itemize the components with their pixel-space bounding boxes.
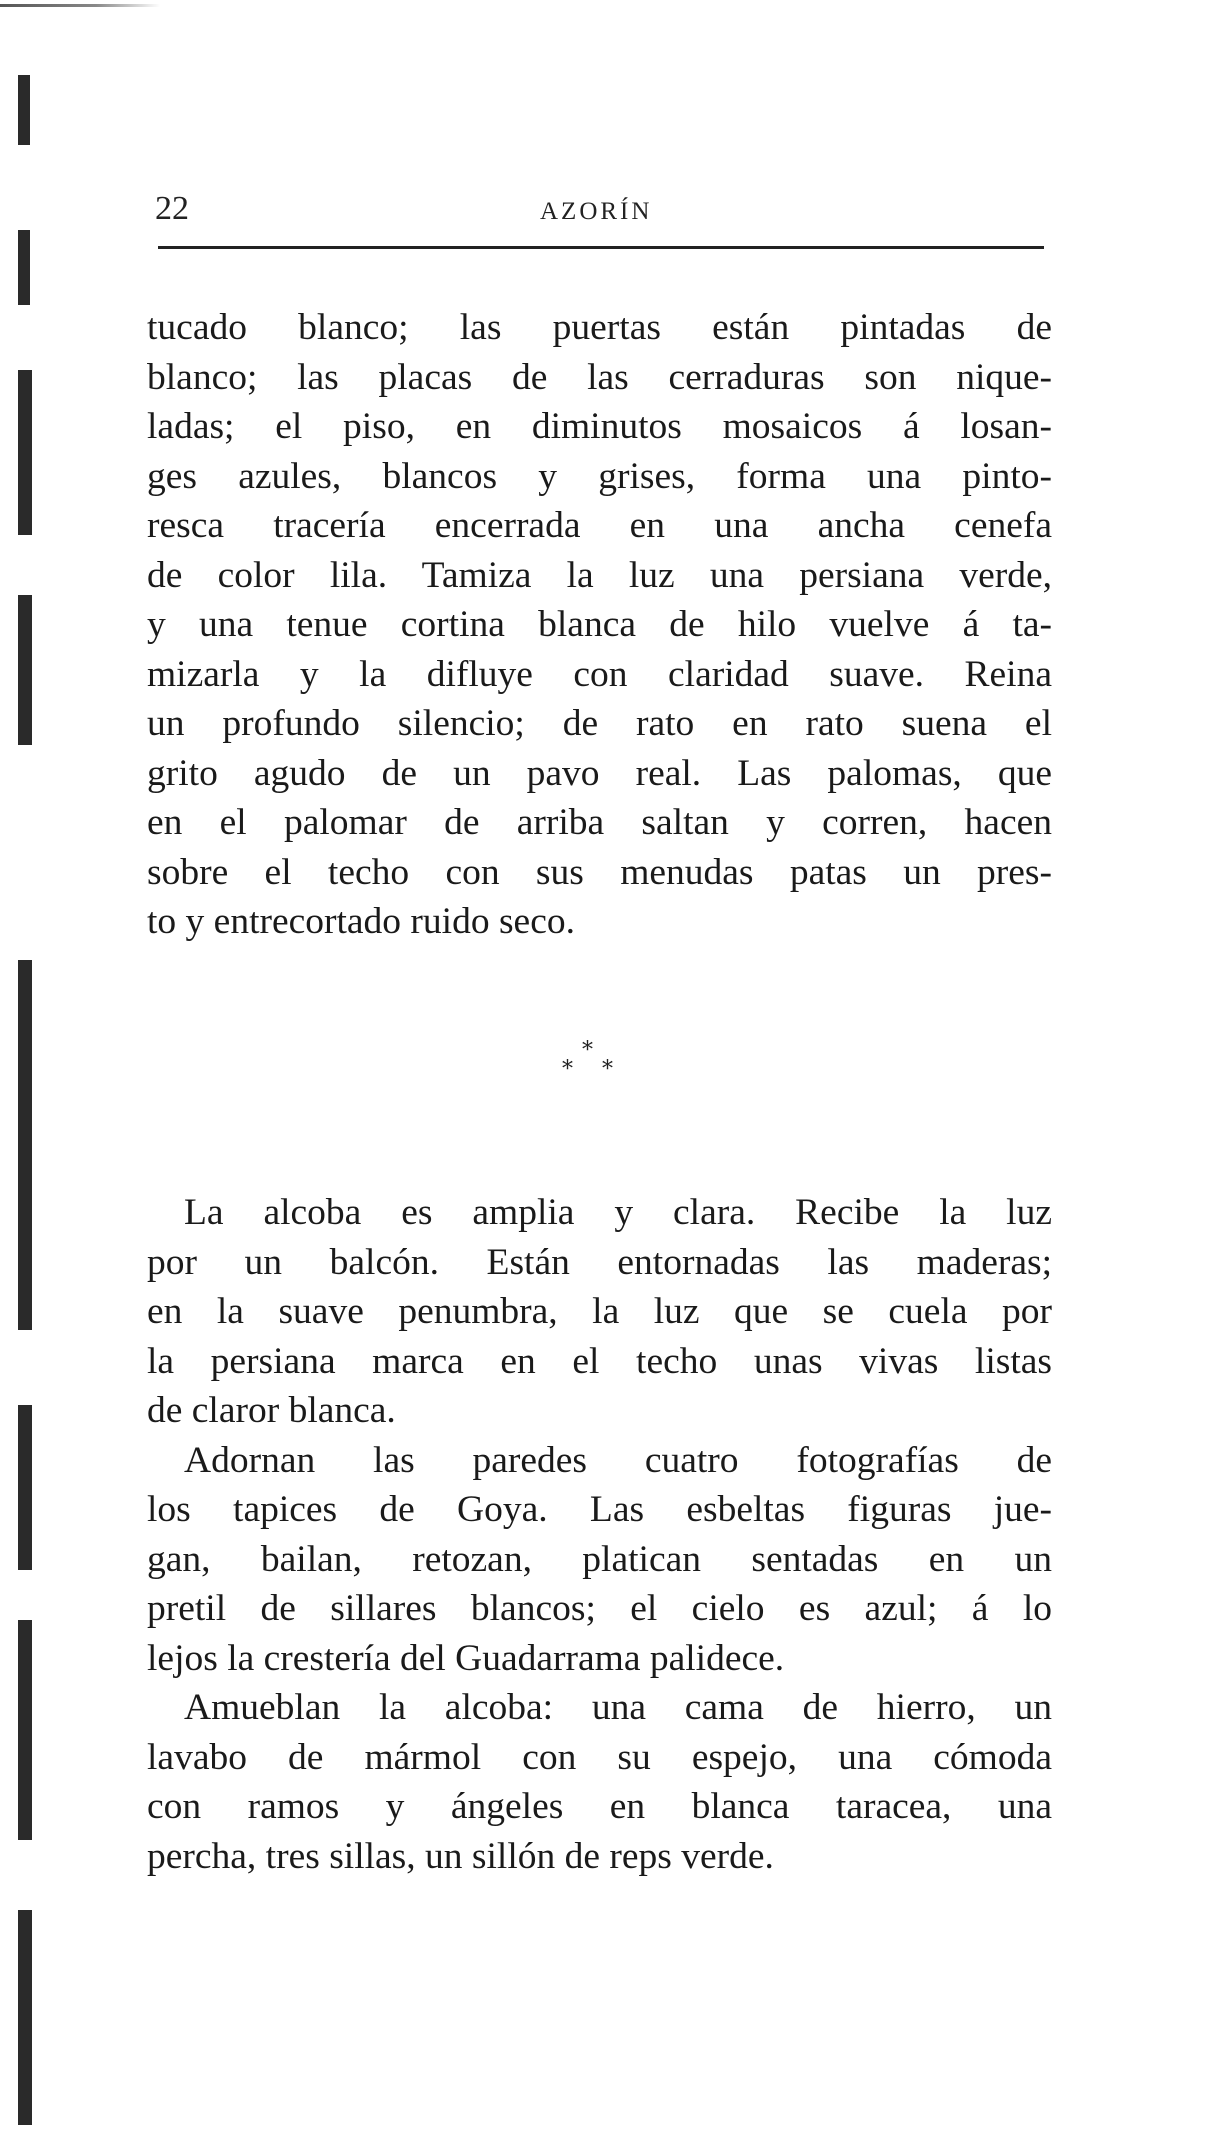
binding-mark	[18, 1910, 32, 2125]
binding-mark	[18, 75, 30, 145]
text-line: en la suave penumbra, la luz que se cuela por	[147, 1291, 1052, 1332]
text-line: resca tracería encerrada en una ancha cenefa	[147, 505, 1052, 546]
text-line: mizarla y la difluye con claridad suave. Reina	[147, 653, 1052, 695]
asterism-star: *	[562, 1057, 573, 1082]
binding-mark	[18, 1620, 32, 1840]
binding-mark	[18, 595, 32, 745]
text-line: los tapices de Goya. Las esbeltas figuras jue-	[147, 1489, 1052, 1530]
binding-edge-marks	[0, 0, 50, 2129]
paragraph-continued	[147, 303, 1052, 947]
text-line: Amueblan la alcoba: una cama de hierro, un	[184, 1687, 1052, 1728]
binding-mark	[18, 230, 30, 305]
text-line: con ramos y ángeles en blanca taracea, una	[147, 1786, 1052, 1827]
text-line: en el palomar de arriba saltan y corren, hacen	[147, 802, 1052, 843]
text-line: un profundo silencio; de rato en rato suena el	[147, 703, 1052, 744]
text-line: sobre el techo con sus menudas patas un pres-	[147, 851, 1052, 893]
header-rule	[158, 246, 1044, 249]
text-line: blanco; las placas de las cerraduras son nique-	[147, 356, 1052, 398]
text-line: de color lila. Tamiza la luz una persiana verde,	[147, 554, 1052, 596]
binding-mark	[18, 960, 32, 1330]
text-line: Adornan las paredes cuatro fotografías de	[184, 1439, 1052, 1481]
text-line: por un balcón. Están entornadas las maderas;	[147, 1241, 1052, 1283]
running-head: AZORÍN	[540, 198, 653, 225]
page-number: 22	[155, 190, 189, 227]
binding-mark	[18, 1405, 32, 1570]
text-line: pretil de sillares blancos; el cielo es azul; á lo	[147, 1588, 1052, 1629]
asterism-star: *	[602, 1057, 613, 1082]
section-separator-asterism	[560, 1040, 630, 1090]
text-line: percha, tres sillas, un sillón de reps verde.	[147, 1835, 774, 1877]
text-line: de claror blanca.	[147, 1390, 396, 1431]
text-line: lejos la crestería del Guadarrama palidece.	[147, 1637, 785, 1679]
text-line: tucado blanco; las puertas están pintadas de	[147, 307, 1052, 348]
text-line: gan, bailan, retozan, platican sentadas en un	[147, 1538, 1052, 1580]
text-line: ges azules, blancos y grises, forma una pinto-	[147, 455, 1052, 497]
page-header	[155, 190, 1045, 240]
section-body	[147, 1188, 1052, 1881]
text-line: to y entrecortado ruido seco.	[147, 901, 575, 942]
text-line: lavabo de mármol con su espejo, una cómoda	[147, 1736, 1052, 1778]
binding-mark	[18, 370, 32, 535]
text-line: ladas; el piso, en diminutos mosaicos á losan-	[147, 406, 1052, 447]
text-line: grito agudo de un pavo real. Las palomas, que	[147, 752, 1052, 794]
asterism-star: *	[582, 1038, 593, 1063]
text-line: La alcoba es amplia y clara. Recibe la luz	[184, 1192, 1052, 1233]
text-line: y una tenue cortina blanca de hilo vuelve á ta-	[147, 604, 1052, 645]
text-line: la persiana marca en el techo unas vivas listas	[147, 1340, 1052, 1382]
